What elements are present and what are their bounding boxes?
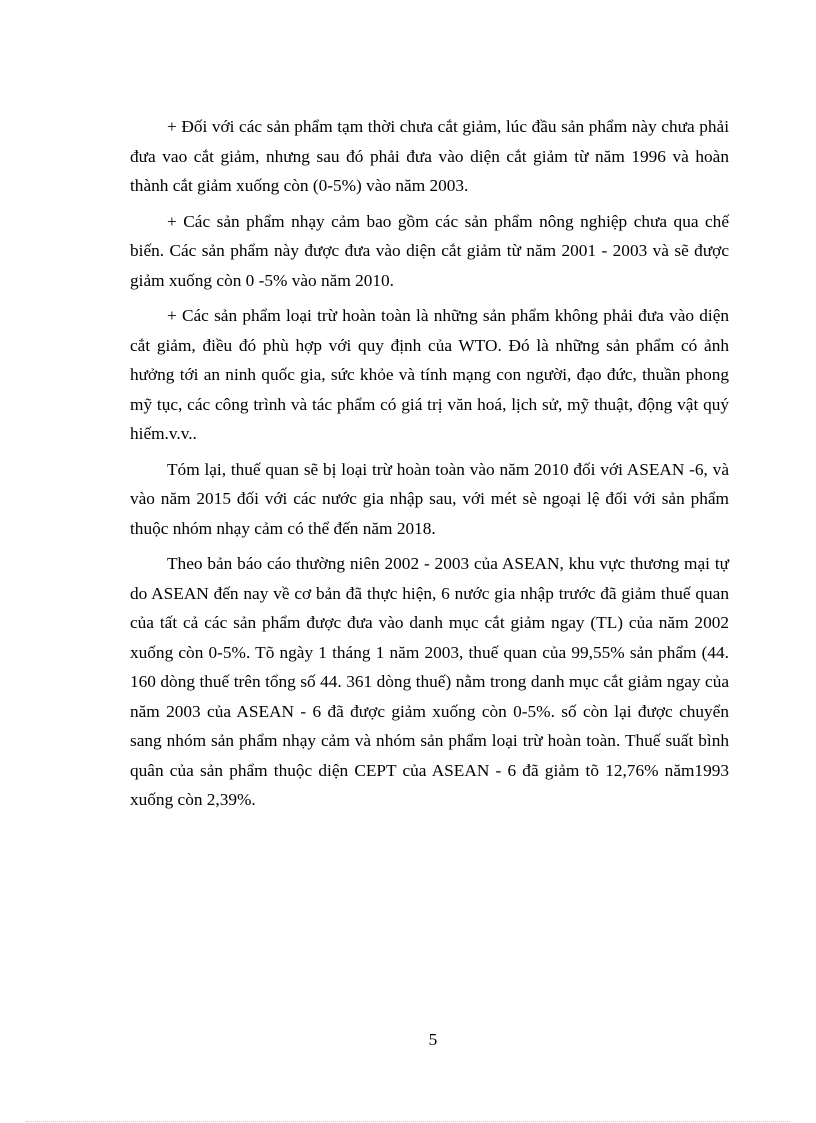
paragraph-summary: Tóm lại, thuế quan sẽ bị loại trừ hoàn toàn vào năm 2010 đối với ASEAN -6, và vào năm 2015 đối với các nước gia nhập sau, với mét sè ngoại lệ đối với sản phẩm thuộc nhóm nhạy cảm có thể đến năm 2018.: [130, 459, 729, 538]
paragraph-sensitive-products: + Các sản phẩm nhạy cảm bao gồm các sản phẩm nông nghiệp chưa qua chế biến. Các sản phẩm này được đưa vào diện cắt giảm từ năm 2001 - 2003 và sẽ được giảm xuống còn 0 -5% vào năm 2010.: [130, 211, 729, 290]
page-number: 5: [428, 1030, 438, 1049]
paragraph-temporary-exclusion: + Đối với các sản phẩm tạm thời chưa cắt giảm, lúc đầu sản phẩm này chưa phải đưa vao cắt giảm, nhưng sau đó phải đưa vào diện cắt giảm từ năm 1996 và hoàn thành cắt giảm xuống còn (0-5%) vào năm 2003.: [130, 117, 729, 195]
page-bottom-divider: [26, 1121, 790, 1122]
paragraph-general-exceptions: + Các sản phẩm loại trừ hoàn toàn là những sản phẩm không phải đưa vào diện cắt giảm, điều đó phù hợp với quy định của WTO. Đó là những sản phẩm có ảnh hưởng tới an ninh quốc gia, sức khỏe và tính mạng con người, đạo đức, thuần phong mỹ tục, các công trình và tác phẩm có giá trị văn hoá, lịch sử, mỹ thuật, động vật quý hiếm.v.v..: [130, 306, 729, 443]
paragraph-annual-report: Theo bản báo cáo thường niên 2002 - 2003 của ASEAN, khu vực thương mại tự do ASEAN đến nay về cơ bản đã thực hiện, 6 nước gia nhập trước đã giảm thuế quan của tất cả các sản phẩm được đưa vào danh mục cắt giảm ngay (TL) của năm 2002 xuống còn 0-5%. Tõ ngày 1 tháng 1 năm 2003, thuế quan của 99,55% sản phẩm (44. 160 dòng thuế trên tổng số 44. 361 dòng thuế) nằm trong danh mục cắt giảm ngay của năm 2003 của ASEAN - 6 đã được giảm xuống còn 0-5%. số còn lại được chuyển sang nhóm sản phẩm nhạy cảm và nhóm sản phẩm loại trừ hoàn toàn. Thuế suất bình quân của sản phẩm thuộc diện CEPT của ASEAN - 6 đã giảm tõ 12,76% năm1993 xuống còn 2,39%.: [130, 554, 729, 809]
body-text: [130, 112, 729, 821]
